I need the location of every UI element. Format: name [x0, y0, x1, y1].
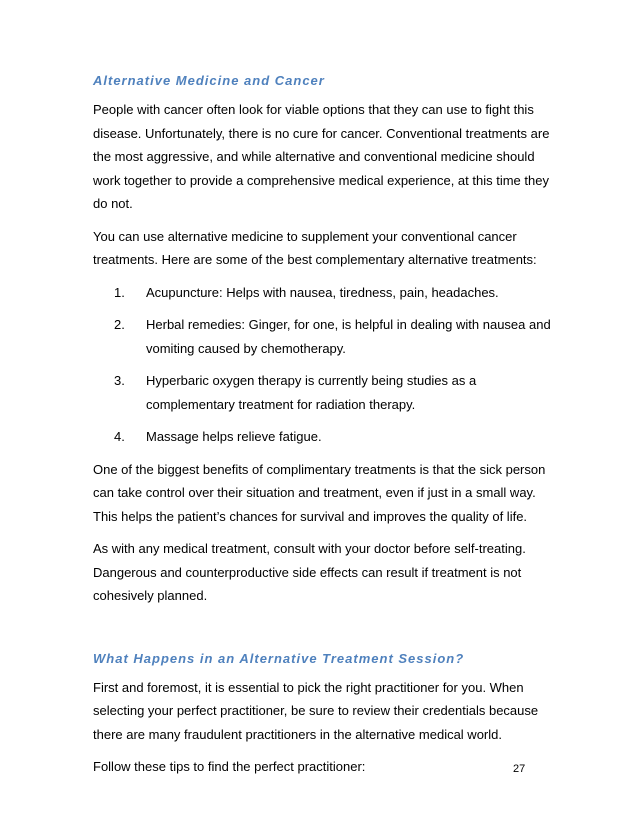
list-item-number: 3.: [114, 373, 125, 388]
page-number: 27: [513, 763, 526, 775]
paragraph-consult-doctor: As with any medical treatment, consult with your doctor before self-treating. Dangerous and counterproductive side effects can result if treatment is not cohesively planned.: [93, 541, 526, 603]
list-item-text: Hyperbaric oxygen therapy is currently being studies as a complementary treatment for radiation therapy.: [146, 373, 477, 412]
section-heading-alternative-medicine-and-cancer: Alternative Medicine and Cancer: [93, 73, 325, 88]
list-item: [93, 281, 553, 305]
list-item: [93, 425, 553, 449]
list-item-text: Acupuncture: Helps with nausea, tiredness, pain, headaches.: [146, 284, 499, 300]
document-page: [93, 70, 553, 788]
list-item-number: 2.: [114, 317, 125, 332]
paragraph-follow-tips: Follow these tips to find the perfect practitioner:: [93, 759, 366, 774]
complementary-treatments-list: [93, 281, 553, 449]
paragraph-cancer-options: People with cancer often look for viable options that they can use to fight this disease. Unfortunately, there is no cure for cancer. Conventional treatments are the most aggressive, and while alternative and conventional medicine should work together to provide a comprehensive medical experience, at this time they do not.: [93, 102, 550, 211]
list-item-number: 1.: [114, 284, 125, 300]
paragraph-supplement-treatments: You can use alternative medicine to supplement your conventional cancer treatments. Here are some of the best complementary alternative treatments:: [93, 228, 537, 267]
paragraph-benefits: One of the biggest benefits of complimentary treatments is that the sick person can take control over their situation and treatment, even if just in a small way. This helps the patient’s chances for survival and improves the quality of life.: [93, 461, 546, 524]
list-item-number: 4.: [114, 429, 125, 444]
list-item: [93, 369, 553, 416]
section-heading-alternative-treatment-session: What Happens in an Alternative Treatment Session?: [93, 650, 465, 666]
list-item: [93, 313, 553, 360]
list-item-text: Herbal remedies: Ginger, for one, is helpful in dealing with nausea and vomiting caused by chemotherapy.: [146, 317, 551, 356]
paragraph-pick-practitioner: First and foremost, it is essential to pick the right practitioner for you. When selecting your perfect practitioner, be sure to review their credentials because there are many fraudulent practitioners in the alternative medical world.: [93, 679, 539, 742]
list-item-text: Massage helps relieve fatigue.: [146, 429, 322, 444]
